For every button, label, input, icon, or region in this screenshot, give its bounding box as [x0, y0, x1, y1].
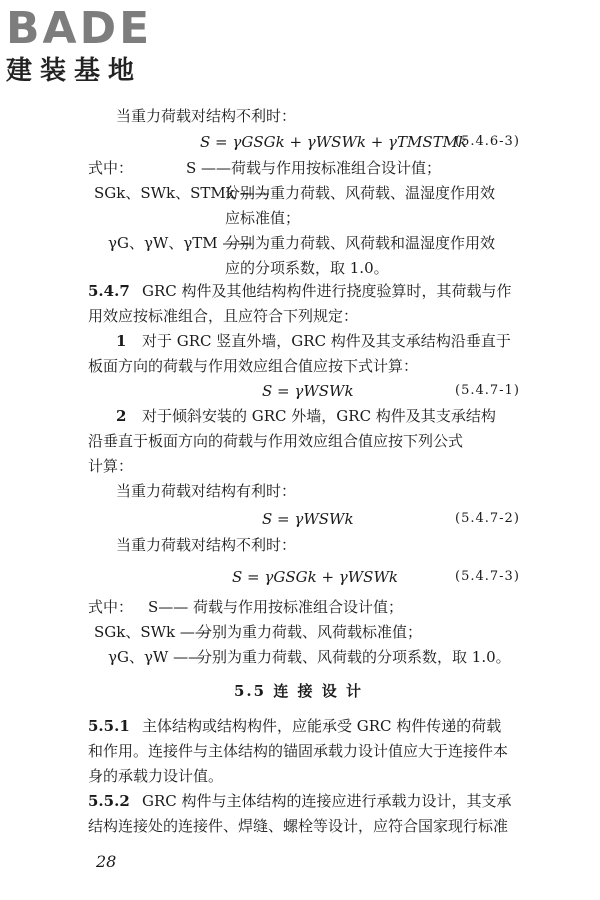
text-line: 当重力荷载对结构不利时： [116, 536, 297, 554]
symbol-list: γG、γW、γTM —— [108, 234, 253, 252]
symbol-list: SGk、SWk、STMk —— [94, 184, 270, 202]
equation-number: (5.4.7-1) [455, 383, 520, 398]
text-line: GRC 构件与主体结构的连接应进行承载力设计，其支承 [142, 792, 512, 810]
equation-number: (5.4.7-2) [455, 511, 520, 526]
text-line: 应标准值； [225, 209, 301, 227]
text-line: 当重力荷载对结构不利时： [116, 107, 297, 125]
clause-number: 5.4.7 [88, 282, 130, 300]
equation-5-4-7-2: S = γWSWk [262, 510, 354, 528]
equation-5-4-6-3: S = γGSGk + γWSWk + γTMSTMk [200, 133, 468, 151]
text-line: 和作用。连接件与主体结构的锚固承载力设计值应大于连接件本 [88, 742, 509, 760]
item-number: 2 [116, 407, 127, 425]
item-number: 1 [116, 332, 127, 350]
text-line: 板面方向的荷载与作用效应组合值应按下式计算： [88, 357, 419, 375]
text-line: 身的承载力设计值。 [88, 767, 224, 785]
text-line: 对于倾斜安装的 GRC 外墙，GRC 构件及其支承结构 [142, 407, 496, 425]
equation-number: (5.4.6-3) [455, 134, 520, 149]
page-number: 28 [96, 852, 117, 871]
text-line: 计算： [88, 457, 134, 475]
clause-number: 5.5.1 [88, 717, 130, 735]
section-heading: 5.5 连 接 设 计 [234, 682, 363, 700]
symbol-list: γG、γW —— [108, 648, 204, 666]
text-line: 结构连接处的连接件、焊缝、螺栓等设计，应符合国家现行标准 [88, 817, 509, 835]
text-line: 主体结构或结构构件，应能承受 GRC 构件传递的荷载 [142, 717, 502, 735]
where-label: 式中： [88, 159, 134, 177]
text-line: 当重力荷载对结构有利时： [116, 482, 297, 500]
logo-subtitle: 建装基地 [6, 56, 143, 86]
text-line: 沿垂直于板面方向的荷载与作用效应组合值应按下列公式 [88, 432, 464, 450]
text-line: S—— 荷载与作用按标准组合设计值； [148, 598, 404, 616]
text-line: 分别为重力荷载、风荷载的分项系数，取 1.0。 [197, 648, 511, 666]
text-line: S ——荷载与作用按标准组合设计值； [186, 159, 442, 177]
text-line: 分别为重力荷载、风荷载标准值； [197, 623, 423, 641]
equation-5-4-7-1: S = γWSWk [262, 382, 354, 400]
text-line: GRC 构件及其他结构构件进行挠度验算时，其荷载与作 [142, 282, 512, 300]
text-line: 分别为重力荷载、风荷载、温湿度作用效 [225, 184, 496, 202]
text-line: 对于 GRC 竖直外墙，GRC 构件及其支承结构沿垂直于 [142, 332, 511, 350]
text-line: 应的分项系数，取 1.0。 [225, 259, 389, 277]
clause-number: 5.5.2 [88, 792, 130, 810]
equation-number: (5.4.7-3) [455, 569, 520, 584]
text-line: 分别为重力荷载、风荷载和温湿度作用效 [225, 234, 496, 252]
bade-logo [6, 3, 186, 86]
equation-5-4-7-3: S = γGSGk + γWSWk [232, 568, 398, 586]
logo-wordmark: BADE [6, 3, 153, 54]
symbol-list: SGk、SWk —— [94, 623, 210, 641]
where-label: 式中： [88, 598, 134, 616]
text-line: 用效应按标准组合，且应符合下列规定： [88, 307, 359, 325]
